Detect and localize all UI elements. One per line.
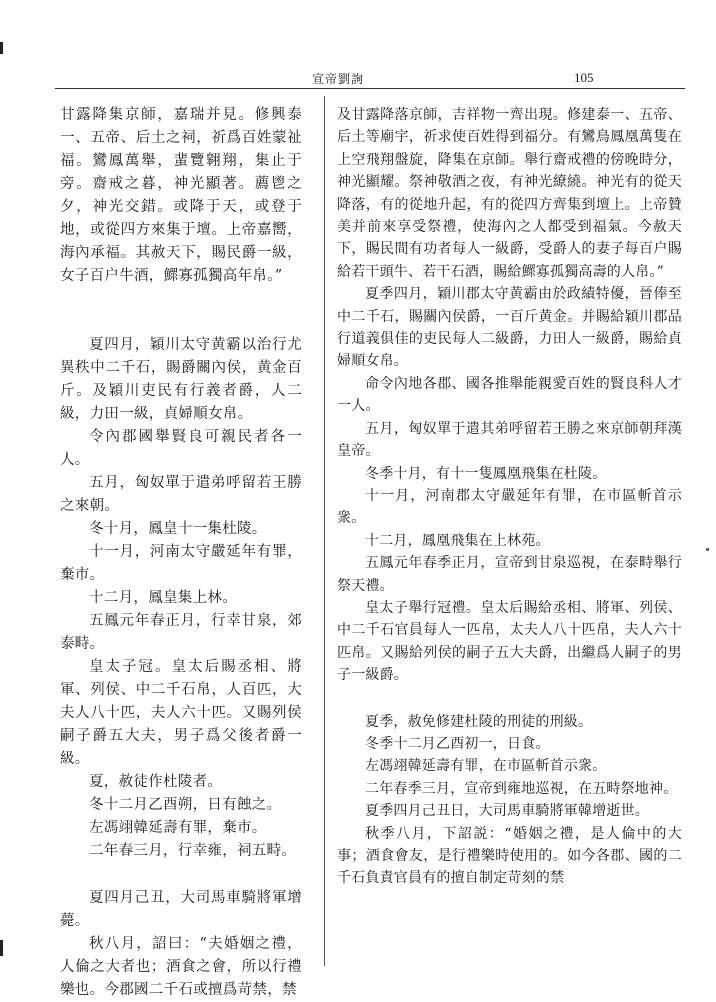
scan-speck [706, 548, 709, 551]
right-paragraph: 夏季，赦免修建杜陵的刑徒的刑級。 [365, 713, 593, 730]
right-paragraph: 及甘露降落京師，吉祥物一齊出現。修建泰一、五帝、后土等廟宇，祈求使百姓得到福分。有鸞鳥鳳凰萬隻在上空飛翔盤旋，降集在京師。舉行齋戒禮的傍晚時分，神光顯耀。祭神敬酒之夜，有神光繚繞。神光有的從天降落，有的從地升起，有的從四方齊集到壇上。上帝贊美并前來享受祭禮，使海內之人都受到福氣。今赦天下，賜民間有功者每人一級爵，受爵人的妻子每百户賜給若干頭牛、若干石酒，賜給鰥寡孤獨高壽的人帛。” [337, 107, 682, 280]
right-paragraph: 五鳳元年春季正月，宣帝到甘泉巡視，在泰畤舉行祭天禮。 [337, 555, 682, 594]
right-paragraph: 冬季十二月乙酉初一，日食。 [365, 735, 550, 752]
right-paragraph: 左馮翊韓延壽有罪，在市區斬首示衆。 [365, 758, 607, 775]
right-paragraph: 二年春季三月，宣帝到雍地巡視，在五畤祭地神。 [365, 780, 678, 797]
right-paragraph: 夏季四月己丑日，大司馬車騎將軍韓增逝世。 [365, 803, 649, 820]
scan-edge-mark-top [0, 42, 3, 54]
left-paragraph: 秋八月，詔曰：“夫婚姻之禮，人倫之大者也；酒食之會，所以行禮樂也。今郡國二千石或擅爲苛禁，禁 [60, 936, 302, 998]
right-paragraph: 命令內地各郡、國各推舉能親愛百姓的賢良科人才一人。 [337, 375, 682, 415]
right-paragraph: 五月，匈奴單于遣其弟呼留若王勝之來京師朝拜漢皇帝。 [337, 420, 682, 460]
left-paragraph: 二年春三月，行幸雍，祠五畤。 [89, 843, 297, 859]
right-paragraph: 秋季八月，下詔説：“婚姻之禮，是人倫中的大事；酒食會友，是行禮樂時使用的。如今各郡、國的二千石負責官員有的擅自制定苛刻的禁 [337, 825, 682, 887]
left-paragraph: 夏四月己丑，大司馬車騎將軍增薨。 [60, 890, 302, 929]
right-paragraph: 冬季十月，有十一隻鳳凰飛集在杜陵。 [365, 465, 607, 482]
left-paragraph: 左馮翊韓延壽有罪，棄市。 [89, 820, 267, 836]
left-paragraph: 五月，匈奴單于遣弟呼留若王勝之來朝。 [60, 475, 302, 514]
left-paragraph: 夏四月，穎川太守黄霸以治行尤異秩中二千石，賜爵關內侯，黄金百斤。及穎川吏民有行義者爵，人二級，力田一級，貞婦順女帛。 [60, 337, 302, 422]
scan-edge-mark-bottom [0, 940, 3, 956]
left-paragraph: 甘露降集京師，嘉瑞并見。修興泰一、五帝、后土之祠，祈爲百姓蒙祉福。鸞鳳萬舉，蜚覽翱翔，集止于旁。齋戒之暮，神光顯著。薦鬯之夕，神光交錯。或降于天，或登于地，或從四方來集于壇。上帝嘉嚮，海內承福。其赦天下，賜民爵一級，女子百户牛酒，鰥寡孤獨高年帛。” [60, 107, 302, 284]
column-divider [324, 96, 325, 966]
left-paragraph: 冬十二月乙酉朔，日有蝕之。 [89, 797, 282, 813]
left-paragraph: 令內郡國舉賢良可親民者各一人。 [60, 429, 302, 468]
left-paragraph: 十一月，河南太守嚴延年有罪，棄市。 [60, 544, 302, 583]
right-column-translation [337, 104, 682, 890]
left-paragraph: 十二月，鳳皇集上林。 [89, 590, 237, 606]
left-paragraph: 夏，赦徒作杜陵者。 [89, 774, 223, 790]
left-paragraph: 皇太子冠。皇太后賜丞相、將軍、列侯、中二千石帛，人百匹，大夫人八十匹，夫人六十匹。又賜列侯嗣子爵五大夫，男子爲父後者爵一級。 [60, 659, 302, 767]
running-header-title: 宣帝劉詢 [312, 72, 365, 86]
right-paragraph: 夏季四月，穎川郡太守黄霸由於政績特優，晉俸至中二千石，賜關內侯爵，一百斤黄金。并賜給穎川郡品行道義俱佳的吏民每人二級爵，力田人一級爵，賜給貞婦順女帛。 [337, 286, 682, 370]
header-rule [55, 88, 685, 89]
right-paragraph: 十一月，河南郡太守嚴延年有罪，在市區斬首示衆。 [337, 487, 682, 527]
right-paragraph: 十二月，鳳凰飛集在上林苑。 [365, 532, 550, 549]
left-column-original-text [60, 104, 302, 1002]
right-paragraph: 皇太子舉行冠禮。皇太后賜給丞相、將軍、列侯、中二千石官員每人一匹帛，太夫人八十匹帛，夫人六十匹帛。又賜給列侯的嗣子五大夫爵，出繼爲人嗣子的男子一級爵。 [337, 599, 682, 684]
left-paragraph: 冬十月，鳳皇十一集杜陵。 [89, 521, 267, 537]
left-paragraph: 五鳳元年春正月，行幸甘泉，郊泰畤。 [60, 613, 302, 652]
page-number: 105 [574, 70, 594, 85]
